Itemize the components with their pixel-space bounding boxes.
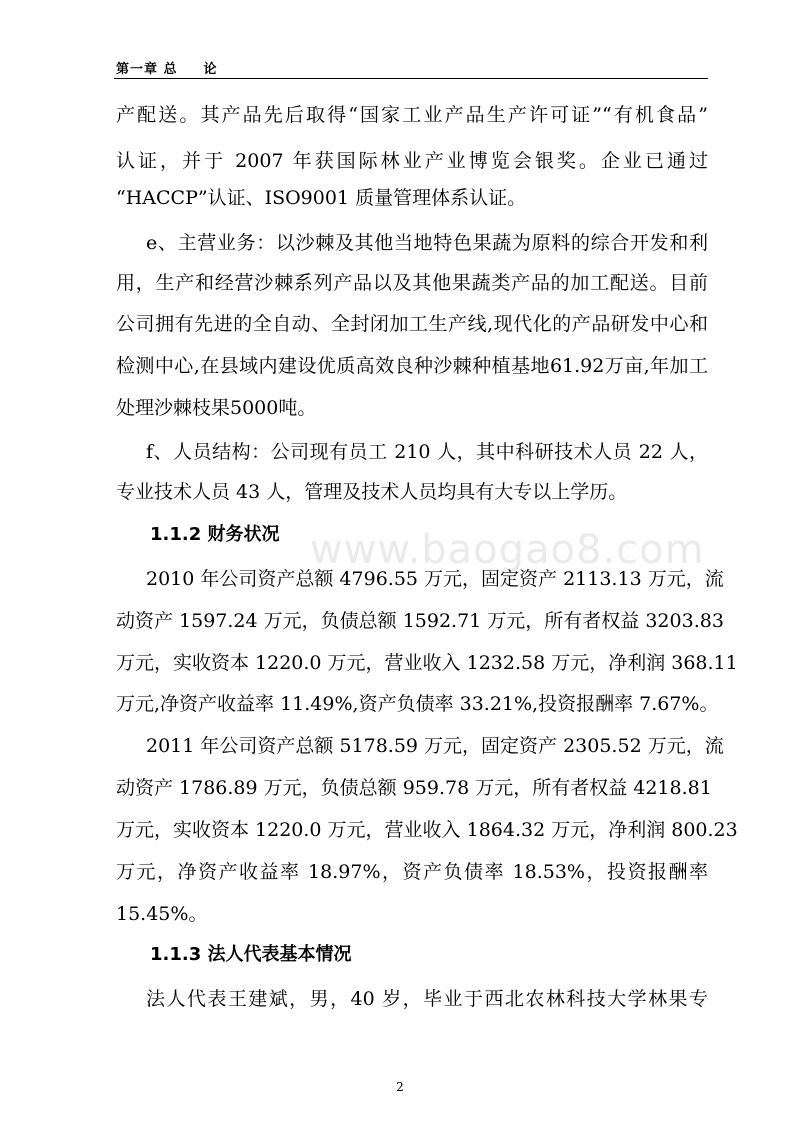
body-line: 2011 年公司资产总额 5178.59 万元，固定资产 2305.52 万元，流 — [146, 735, 724, 757]
body-line: 万元，实收资本 1220.0 万元，营业收入 1864.32 万元，净利润 800.23 — [116, 819, 738, 841]
body-line: 法人代表王建斌，男，40 岁，毕业于西北农林科技大学林果专 — [146, 988, 708, 1010]
body-line: 万元，实收资本 1220.0 万元，营业收入 1232.58 万元，净利润 368.11 — [116, 652, 738, 674]
body-line: e、主营业务：以沙棘及其他当地特色果蔬为原料的综合开发和利 — [146, 232, 708, 254]
body-line: 产配送。其产品先后取得“国家工业产品生产许可证”“有机食品” — [116, 104, 708, 126]
body-line: 认证，并于 2007 年获国际林业产业博览会银奖。企业已通过 — [116, 150, 708, 172]
section-heading-1-1-3: 1.1.3 法人代表基本情况 — [150, 944, 352, 965]
body-line: 公司拥有先进的全自动、全封闭加工生产线,现代化的产品研发中心和 — [116, 313, 708, 335]
body-line: f、人员结构：公司现有员工 210 人，其中科研技术人员 22 人， — [146, 441, 708, 463]
header-divider — [114, 78, 708, 79]
body-line: 用，生产和经营沙棘系列产品以及其他果蔬类产品的加工配送。目前 — [116, 272, 708, 294]
body-line: 动资产 1597.24 万元，负债总额 1592.71 万元，所有者权益 3203.83 — [116, 610, 724, 632]
section-heading-1-1-2: 1.1.2 财务状况 — [150, 524, 280, 545]
body-line: 检测中心,在县域内建设优质高效良种沙棘种植基地61.92万亩,年加工 — [116, 355, 708, 377]
body-line: 万元，净资产收益率 18.97%，资产负债率 18.53%，投资报酬率 — [116, 861, 708, 883]
body-line: 2010 年公司资产总额 4796.55 万元，固定资产 2113.13 万元，流 — [146, 568, 724, 590]
chapter-header — [116, 58, 218, 77]
page-number: 2 — [396, 1080, 404, 1094]
body-line: 处理沙棘枝果5000吨。 — [116, 397, 317, 419]
body-line: 专业技术人员 43 人，管理及技术人员均具有大专以上学历。 — [116, 481, 628, 503]
body-line: 万元,净资产收益率 11.49%,资产负债率 33.21%,投资报酬率 7.67%。 — [116, 693, 719, 715]
body-line: 15.45%。 — [116, 903, 208, 925]
chapter-title: 第一章 总 — [116, 62, 178, 77]
chapter-title-end: 论 — [203, 62, 218, 77]
body-line: “HACCP”认证、ISO9001 质量管理体系认证。 — [116, 187, 527, 209]
body-line: 动资产 1786.89 万元，负债总额 959.78 万元，所有者权益 4218.81 — [116, 777, 712, 799]
watermark: www.baogao8.com — [310, 527, 705, 573]
